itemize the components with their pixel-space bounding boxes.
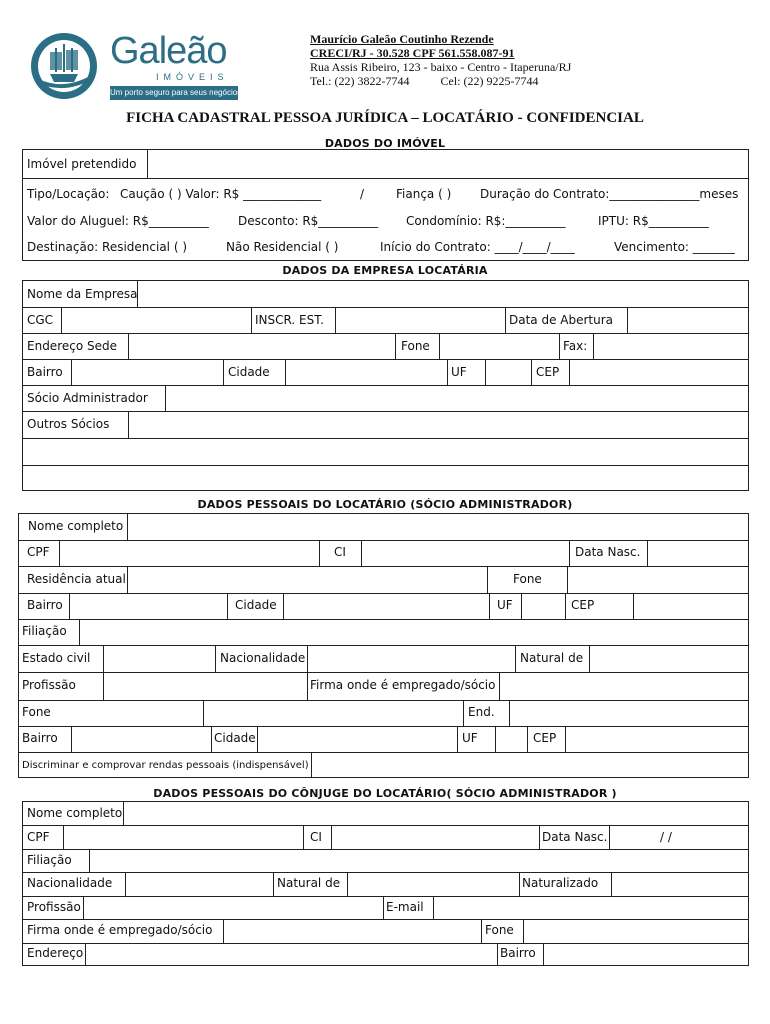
label-valor-aluguel[interactable]: Valor do Aluguel: R$__________ (27, 214, 209, 228)
label-socio-administrador: Sócio Administrador (27, 391, 148, 405)
label-nome-empresa: Nome da Empresa (27, 287, 138, 301)
label-profissao: Profissão (22, 678, 76, 692)
label-inicio-contrato[interactable]: Início do Contrato: ____/____/____ (380, 240, 575, 254)
label-residencia-atual: Residência atual (27, 572, 126, 586)
label-conjuge-ci: CI (310, 830, 322, 844)
label-cpf: CPF (27, 545, 50, 559)
label-firma: Firma onde é empregado/sócio (310, 678, 496, 692)
label-nao-residencial[interactable]: Não Residencial ( ) (226, 240, 339, 254)
label-end: End. (468, 705, 495, 719)
label-fone-empresa: Fone (401, 339, 430, 353)
label-tipo-locacao: Tipo/Locação: (27, 187, 110, 201)
label-conjuge-endereco: Endereço (27, 946, 84, 960)
section-empresa (22, 280, 749, 491)
label-uf-2: UF (462, 731, 478, 745)
label-conjuge-cpf: CPF (27, 830, 50, 844)
logo-sub: IMÓVEIS (156, 72, 229, 82)
label-conjuge-email: E-mail (386, 900, 424, 914)
broker-creci: CRECI/RJ - 30.528 CPF 561.558.087-91 (310, 46, 515, 60)
label-duracao[interactable]: Duração do Contrato:_______________meses (480, 187, 739, 201)
section-title-imovel: DADOS DO IMÓVEL (324, 137, 446, 150)
label-caucao[interactable]: Caução ( ) Valor: R$ _____________ (120, 187, 322, 201)
label-imovel-pretendido: Imóvel pretendido (27, 157, 137, 171)
label-nome-completo: Nome completo (28, 519, 124, 533)
section-title-empresa: DADOS DA EMPRESA LOCATÁRIA (282, 264, 488, 277)
label-bairro-2: Bairro (22, 731, 58, 745)
label-outros-socios: Outros Sócios (27, 417, 110, 431)
ship-emblem-icon (28, 30, 100, 102)
broker-name: Maurício Galeão Coutinho Rezende (310, 32, 494, 46)
label-condominio[interactable]: Condomínio: R$:__________ (406, 214, 566, 228)
label-fone: Fone (22, 705, 51, 719)
label-filiacao: Filiação (22, 624, 67, 638)
label-cep: CEP (571, 598, 595, 612)
label-vencimento[interactable]: Vencimento: _______ (614, 240, 735, 254)
section-title-conjuge: DADOS PESSOAIS DO CÔNJUGE DO LOCATÁRIO( SÓCIO ADMINISTRADOR ) (153, 787, 617, 800)
label-fone-residencia: Fone (513, 572, 542, 586)
label-inscr-est: INSCR. EST. (255, 313, 324, 327)
label-data-abertura: Data de Abertura (509, 313, 614, 327)
label-conjuge-firma: Firma onde é empregado/sócio (27, 923, 213, 937)
label-cidade-empresa: Cidade (228, 365, 270, 379)
label-uf: UF (497, 598, 513, 612)
label-data-nasc: Data Nasc. (575, 545, 641, 559)
label-nacionalidade: Nacionalidade (220, 651, 306, 665)
label-fianca[interactable]: Fiança ( ) (396, 187, 452, 201)
label-conjuge-filiacao: Filiação (27, 853, 72, 867)
label-conjuge-profissao: Profissão (27, 900, 81, 914)
label-destinacao[interactable]: Destinação: Residencial ( ) (27, 240, 188, 254)
logo-name: Galeão (110, 30, 227, 72)
label-conjuge-natural-de: Natural de (277, 876, 341, 890)
broker-tel: Tel.: (22) 3822-7744 (310, 74, 410, 88)
label-conjuge-fone: Fone (485, 923, 514, 937)
input-imovel-pretendido[interactable] (148, 150, 748, 177)
broker-cel: Cel: (22) 9225-7744 (440, 74, 539, 88)
label-conjuge-naturalizado: Naturalizado (522, 876, 599, 890)
label-natural-de: Natural de (520, 651, 584, 665)
label-conjuge-nacionalidade: Nacionalidade (27, 876, 113, 890)
label-conjuge-nome: Nome completo (27, 806, 123, 820)
company-logo (28, 30, 243, 102)
label-estado-civil: Estado civil (22, 651, 91, 665)
broker-address: Rua Assis Ribeiro, 123 - baixo - Centro - Itaperuna/RJ (310, 60, 572, 74)
label-iptu[interactable]: IPTU: R$__________ (598, 214, 709, 228)
label-cep-empresa: CEP (536, 365, 560, 379)
label-endereco-sede: Endereço Sede (27, 339, 117, 353)
label-desconto[interactable]: Desconto: R$__________ (238, 214, 379, 228)
label-cidade-2: Cidade (214, 731, 256, 745)
label-rendas: Discriminar e comprovar rendas pessoais (indispensável) (22, 760, 309, 771)
label-cidade: Cidade (235, 598, 277, 612)
label-cep-2: CEP (533, 731, 557, 745)
label-conjuge-data-nasc: Data Nasc. (542, 830, 608, 844)
logo-tagline: Um porto seguro para seus negócios (110, 86, 238, 100)
label-slash: / (360, 187, 365, 201)
label-ci: CI (334, 545, 346, 559)
label-cgc: CGC (27, 313, 54, 327)
label-conjuge-bairro: Bairro (500, 946, 536, 960)
label-bairro-empresa: Bairro (27, 365, 63, 379)
label-conjuge-nasc-slashes[interactable]: / / (660, 830, 672, 844)
section-title-locatario: DADOS PESSOAIS DO LOCATÁRIO (SÓCIO ADMINISTRADOR) (197, 498, 573, 511)
label-fax: Fax: (563, 339, 588, 353)
form-title: FICHA CADASTRAL PESSOA JURÍDICA – LOCATÁRIO - CONFIDENCIAL (126, 110, 644, 126)
section-conjuge (22, 801, 749, 966)
label-bairro: Bairro (27, 598, 63, 612)
label-uf-empresa: UF (451, 365, 467, 379)
